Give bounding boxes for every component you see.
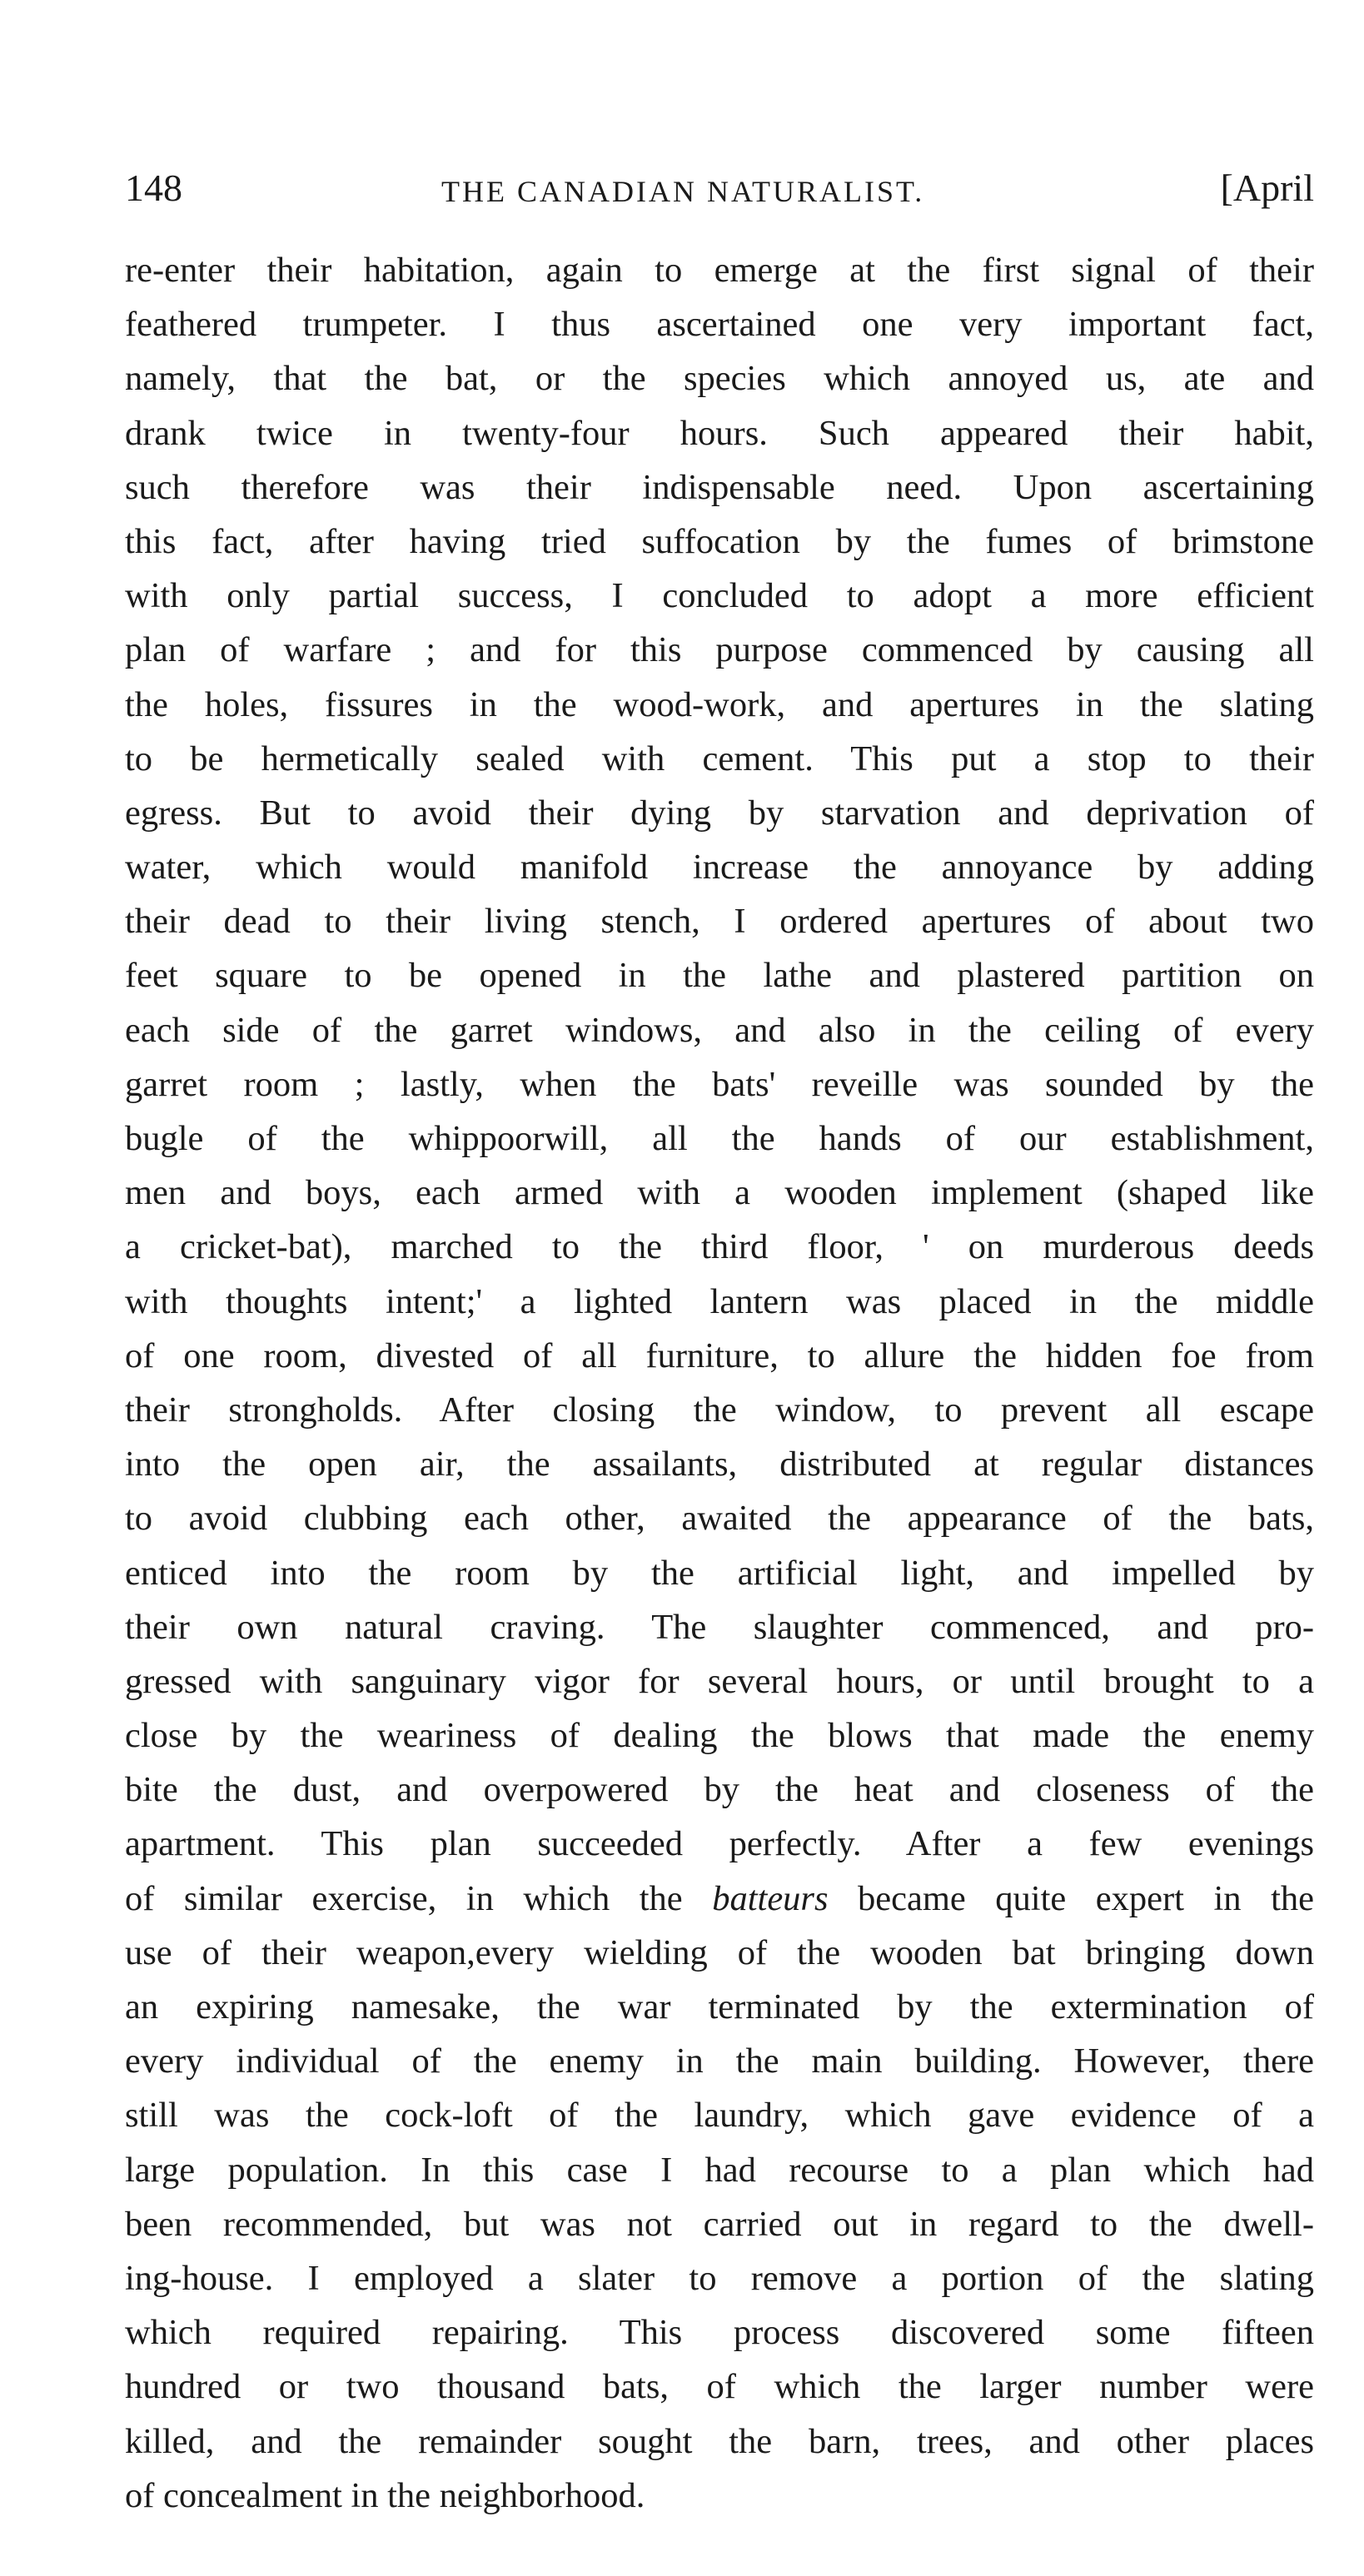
running-head [125, 163, 1314, 213]
italic-term: batteurs [712, 1878, 829, 1918]
issue-month: [April [1220, 167, 1314, 209]
text-line: been recommended, but was not carried out in regard to the dwell- [125, 2204, 1314, 2244]
text-segment: became quite expert in the [828, 1878, 1314, 1918]
text-line: to be hermetically sealed with cement. This put a stop to their [125, 738, 1314, 778]
text-line-with-italic [125, 1872, 1314, 1926]
text-line: with only partial success, I concluded to adopt a more efficient [125, 576, 1314, 616]
text-line: killed, and the remainder sought the barn, trees, and other places [125, 2421, 1314, 2461]
text-line: close by the weariness of dealing the blows that made the enemy [125, 1716, 1314, 1756]
text-line: which required repairing. This process discovered some fifteen [125, 2313, 1314, 2353]
text-line: into the open air, the assailants, distributed at regular distances [125, 1445, 1314, 1484]
text-line-last: of concealment in the neighborhood. [125, 2475, 645, 2515]
text-line: feathered trumpeter. I thus ascertained one very important fact, [125, 305, 1314, 345]
text-line: drank twice in twenty-four hours. Such appeared their habit, [125, 413, 1314, 453]
text-line: the holes, fissures in the wood-work, and apertures in the slating [125, 684, 1314, 724]
text-line: to avoid clubbing each other, awaited the appearance of the bats, [125, 1499, 1314, 1539]
text-line: bite the dust, and overpowered by the heat and closeness of the [125, 1770, 1314, 1810]
text-line: this fact, after having tried suffocation by the fumes of brimstone [125, 521, 1314, 561]
text-line: such therefore was their indispensable need. Upon ascertaining [125, 467, 1314, 507]
text-line: hundred or two thousand bats, of which the larger number were [125, 2367, 1314, 2407]
text-line: apartment. This plan succeeded perfectly. After a few evenings [125, 1824, 1314, 1864]
text-line: large population. In this case I had recourse to a plan which had [125, 2150, 1314, 2190]
text-line: a cricket-bat), marched to the third floor, ' on murderous deeds [125, 1227, 1314, 1267]
text-line: bugle of the whippoorwill, all the hands of our establishment, [125, 1119, 1314, 1158]
text-line: with thoughts intent;' a lighted lantern was placed in the middle [125, 1281, 1314, 1321]
text-line: ing-house. I employed a slater to remove a portion of the slating [125, 2258, 1314, 2298]
text-line: an expiring namesake, the war terminated by the extermination of [125, 1987, 1314, 2026]
text-line: every individual of the enemy in the main building. However, there [125, 2041, 1314, 2081]
text-line: gressed with sanguinary vigor for several hours, or until brought to a [125, 1661, 1314, 1701]
text-line: garret room ; lastly, when the bats' reveille was sounded by the [125, 1064, 1314, 1104]
text-line: their strongholds. After closing the window, to prevent all escape [125, 1390, 1314, 1430]
text-line: egress. But to avoid their dying by starvation and deprivation of [125, 793, 1314, 833]
text-line: still was the cock-loft of the laundry, which gave evidence of a [125, 2096, 1314, 2136]
text-line: each side of the garret windows, and also in the ceiling of every [125, 1010, 1314, 1050]
text-segment: of similar exercise, in which the [125, 1878, 713, 1918]
text-line: enticed into the room by the artificial light, and impelled by [125, 1553, 1314, 1593]
text-line: their own natural craving. The slaughter commenced, and pro- [125, 1607, 1314, 1647]
text-line: men and boys, each armed with a wooden implement (shaped like [125, 1173, 1314, 1213]
body-text [125, 243, 1314, 2523]
text-line: of one room, divested of all furniture, to allure the hidden foe from [125, 1335, 1314, 1375]
text-line: namely, that the bat, or the species which annoyed us, ate and [125, 359, 1314, 399]
page-number: 148 [125, 167, 182, 209]
text-line: their dead to their living stench, I ordered apertures of about two [125, 902, 1314, 942]
text-line: use of their weapon,every wielding of the wooden bat bringing down [125, 1932, 1314, 1972]
text-line: plan of warfare ; and for this purpose commenced by causing all [125, 630, 1314, 670]
text-line: re-enter their habitation, again to emerge at the first signal of their [125, 251, 1314, 290]
journal-title: THE CANADIAN NATURALIST. [441, 175, 925, 208]
text-line: feet square to be opened in the lathe and plastered partition on [125, 956, 1314, 996]
text-line: water, which would manifold increase the annoyance by adding [125, 848, 1314, 888]
